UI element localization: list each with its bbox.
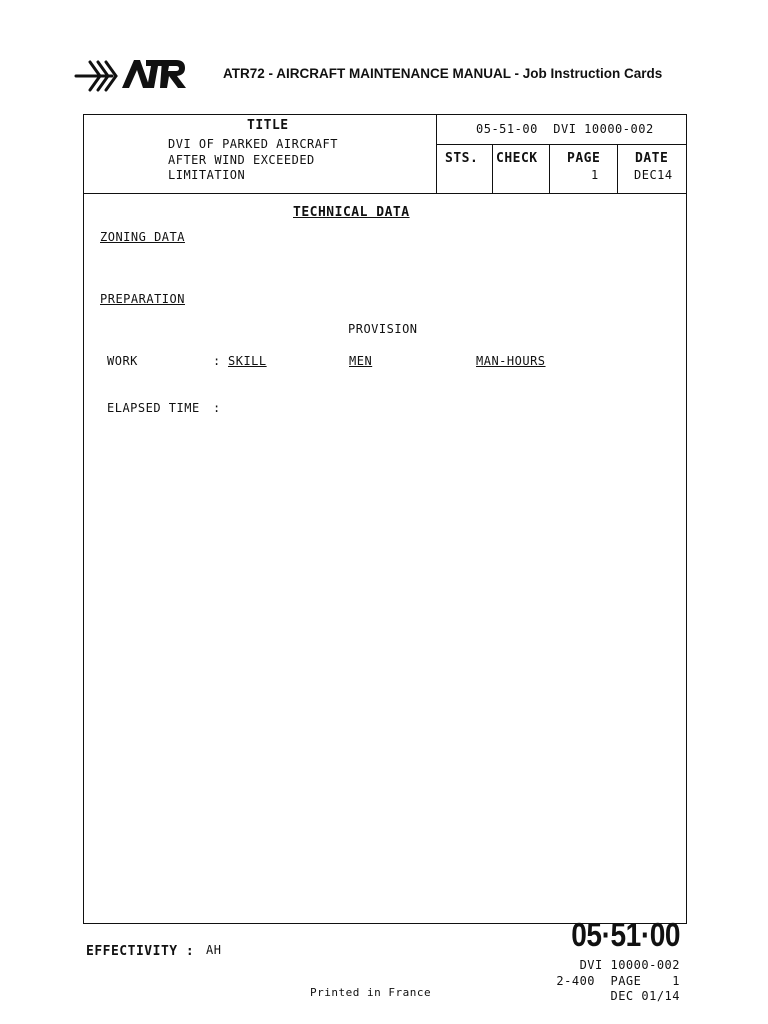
elapsed-time-label: ELAPSED TIME	[107, 401, 200, 415]
chapter-code: 05·51·00	[571, 916, 680, 953]
man-hours-label: MAN-HOURS	[476, 354, 546, 368]
work-label: WORK	[107, 354, 138, 368]
work-colon: :	[213, 354, 221, 368]
page-label: PAGE	[567, 151, 601, 166]
title-line: AFTER WIND EXCEEDED	[168, 153, 315, 167]
date-label: DATE	[635, 151, 669, 166]
page-value: 1	[591, 168, 599, 182]
footer-page-ref: 2-400 PAGE 1	[556, 974, 680, 988]
divider	[436, 115, 437, 193]
printed-in-france: Printed in France	[310, 986, 432, 999]
effectivity-label: EFFECTIVITY :	[86, 944, 195, 959]
men-label: MEN	[349, 354, 373, 368]
divider	[492, 144, 493, 193]
manual-title: ATR72 - AIRCRAFT MAINTENANCE MANUAL - Job Instruction Cards	[223, 66, 663, 81]
title-block	[83, 114, 687, 194]
zoning-data-label: ZONING DATA	[100, 230, 185, 244]
divider	[617, 144, 618, 193]
effectivity-value: AH	[206, 943, 222, 957]
title-line: DVI OF PARKED AIRCRAFT	[168, 137, 338, 151]
skill-label: SKILL	[228, 354, 267, 368]
reference-code: 05-51-00 DVI 10000-002	[476, 122, 654, 136]
footer-doc-ref: DVI 10000-002	[579, 958, 680, 972]
title-line: LIMITATION	[168, 168, 246, 182]
date-value: DEC14	[634, 168, 673, 182]
divider	[436, 144, 686, 145]
footer-date: DEC 01/14	[610, 989, 680, 1003]
technical-data-heading: TECHNICAL DATA	[293, 205, 410, 220]
elapsed-colon: :	[213, 401, 221, 415]
atr-logo	[72, 54, 190, 94]
provision-label: PROVISION	[348, 322, 418, 336]
check-label: CHECK	[496, 151, 538, 166]
sts-label: STS.	[445, 151, 479, 166]
preparation-label: PREPARATION	[100, 292, 185, 306]
divider	[549, 144, 550, 193]
title-label: TITLE	[247, 118, 289, 133]
